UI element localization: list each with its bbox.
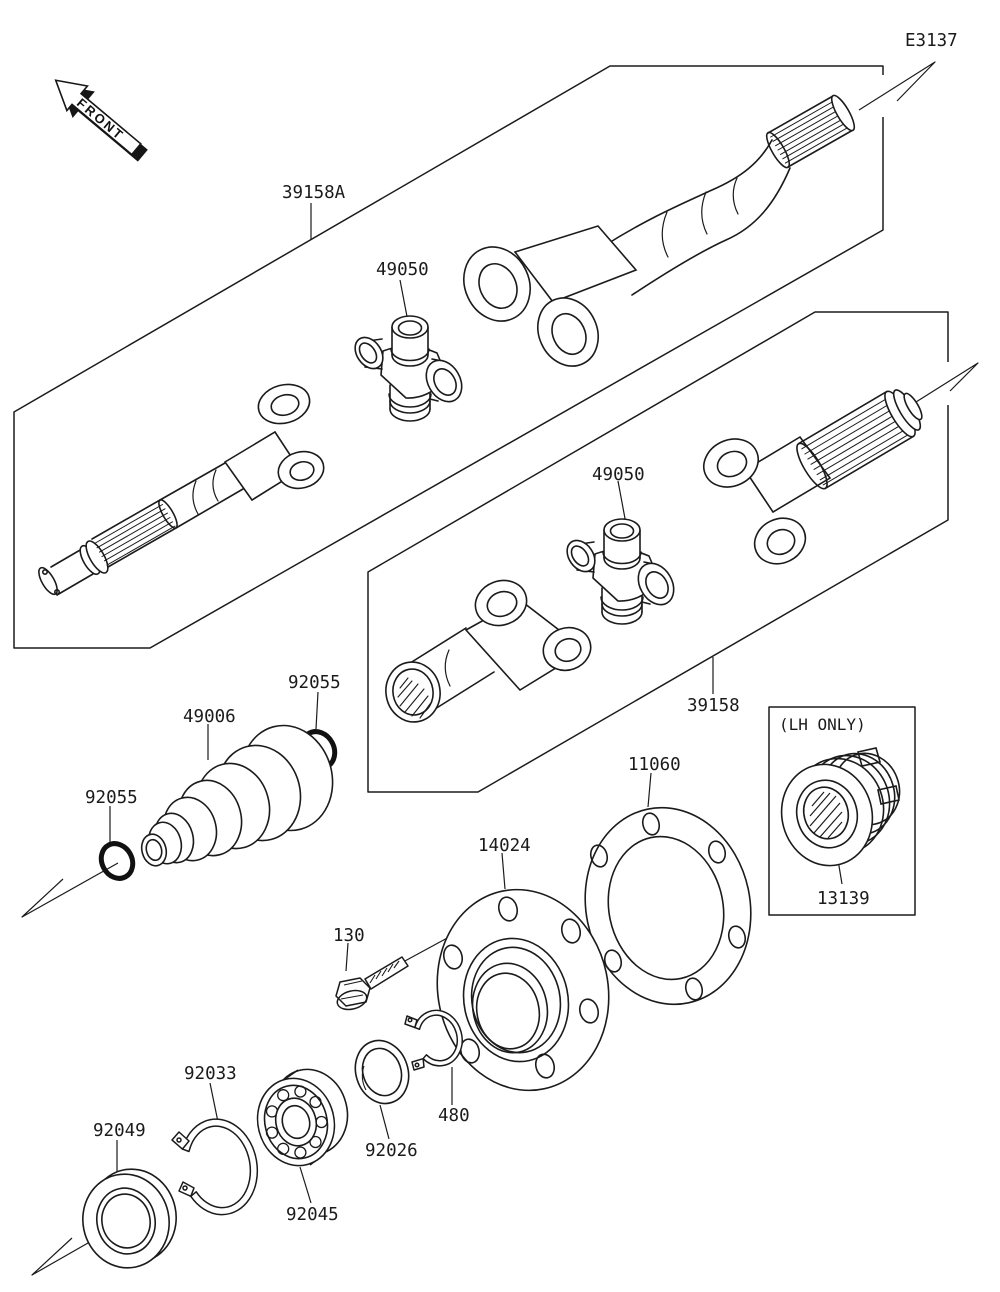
part-stub-axle-shaft [35,379,328,597]
part-axle-shaft-39158A [452,93,858,376]
label-49050-upper: 49050 [376,260,429,280]
label-92049: 92049 [93,1121,146,1141]
label-39158A: 39158A [282,183,346,203]
part-splined-yoke-shaft [696,387,925,572]
label-49006: 49006 [183,707,236,727]
leader-line [380,1105,389,1139]
label-130: 130 [333,926,365,946]
part-bearing-92045 [248,1061,357,1174]
label-lh-only: (LH ONLY) [779,715,866,734]
part-yoke-shaft-39158 [381,573,597,726]
leader-line [210,1083,218,1122]
leader-line [300,1167,311,1203]
leader-line [316,692,318,729]
part-universal-joint-upper [349,316,468,421]
label-92026: 92026 [365,1141,418,1161]
label-92055-upper: 92055 [288,673,341,693]
leader-line [502,853,505,889]
front-arrow-label: FRONT [73,95,128,144]
direction-arrow-right [916,363,978,402]
label-92045: 92045 [286,1205,339,1225]
page-code-label: E3137 [905,31,958,51]
front-arrow [45,68,153,167]
part-universal-joint-lower [561,519,680,624]
leader-line [648,773,651,807]
label-480: 480 [438,1106,470,1126]
label-92055-lower: 92055 [85,788,138,808]
part-washer-92026 [347,1034,416,1111]
part-oring-lower [95,838,138,884]
label-49050-lower: 49050 [592,465,645,485]
leader-line [346,943,348,971]
label-13139: 13139 [817,889,870,909]
label-39158: 39158 [687,696,740,716]
label-14024: 14024 [478,836,531,856]
part-hub-13139 [770,743,909,876]
part-boot-49006 [138,715,344,868]
label-11060: 11060 [628,755,681,775]
direction-arrow-top-right [859,62,935,110]
part-seal-92049 [74,1161,185,1276]
part-snap-ring-92033 [172,1119,257,1214]
label-92033: 92033 [184,1064,237,1084]
